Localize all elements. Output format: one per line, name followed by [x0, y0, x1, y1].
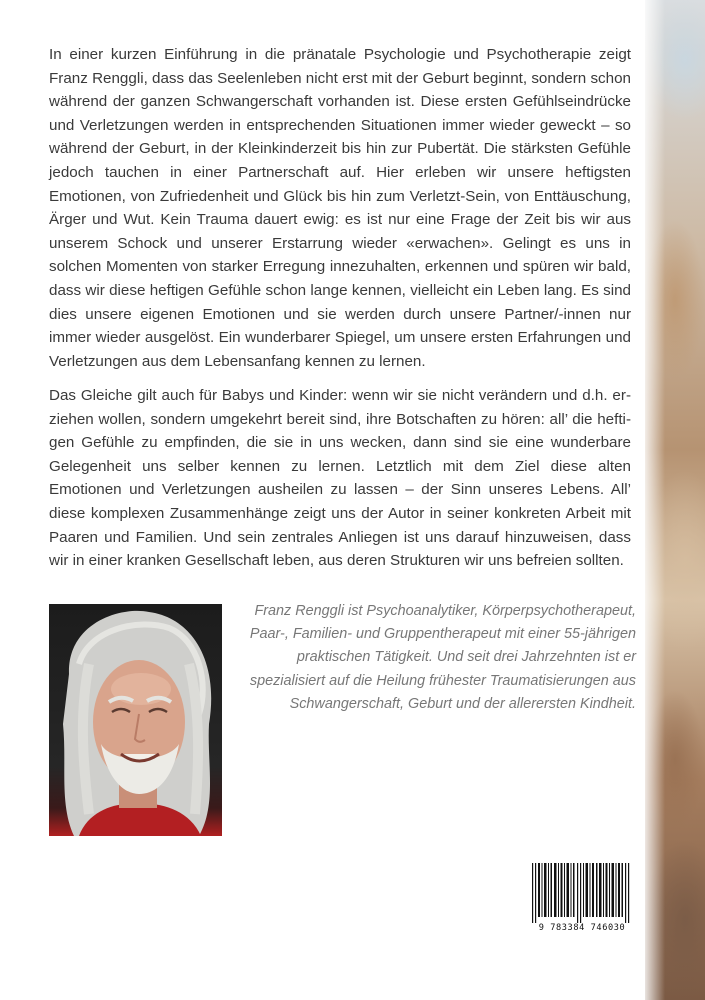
isbn-barcode: [531, 863, 633, 937]
children-paragraph: Das Gleiche gilt auch für Babys und Kinder: wenn wir sie nicht verändern und d.h. erziehen wollen, sondern umgekehrt bereit sind, ihre Botschaften zu hören: all’ die heftigen Gefühle zu empfinden, die sie in uns wecken, dann sind sie eine wunderbare Gelegenheit uns selber kennen zu lernen. Letztlich mit dem Ziel diese alten Emotionen und Verletzungen ausheilen zu lassen – der Sinn unseres Lebens. All’ diese komplexen Zusammenhänge zeigt uns der Autor in seiner konkreten Arbeit mit Paaren und Familien. Und sein zentrales Anliegen ist uns darauf hinzuweisen, dass wir in einer kranken Gesellschaft leben, aus deren Strukturen wir uns befreien sollten.: [49, 387, 631, 570]
intro-paragraph: In einer kurzen Einführung in die pränatale Psychologie und Psychotherapie zeigt Franz Renggli, dass das Seelenleben nicht erst mit der Geburt beginnt, sondern schon während der ganzen Schwangerschaft vorhanden ist. Diese ersten Gefühlseindrücke und Verletzungen werden in entsprechenden Situationen immer wieder geweckt – so während der Geburt, in der Kleinkinderzeit bis hin zur Pubertät. Die stärksten Gefühle jedoch tauchen in einer Partnerschaft auf. Hier erleben wir unsere heftigsten Emotionen, von Zufriedenheit und Glück bis hin zum Verletzt-Sein, von Enttäuschung, Ärger und Wut. Kein Trauma dauert ewig: es ist nur eine Frage der Zeit bis wir aus unserem Schock und unserer Erstarrung wieder «erwachen». Gelingt es uns in solchen Momenten von starker Erregung innezuhalten, erkennen und spüren wir bald, dass wir diese heftigen Gefühle schon lange kennen, vielleicht ein Leben lang. Es sind dies unsere eigenen Emotionen und sie werden durch unsere Partner/-innen nur immer wieder ausgelöst. Ein wunderbarer Spiegel, um unsere ersten Erfahrungen und Verletzungen aus dem Lebensanfang kennen zu lernen.: [49, 46, 631, 370]
isbn-number: 9 783384 746030: [531, 923, 633, 933]
author-photo: [49, 604, 222, 836]
edge-fade: [641, 0, 665, 1000]
author-bio: Franz Renggli ist Psychoanalytiker, Körperpsychotherapeut, Paar-, Familien- und Gruppentherapeut mit einer 55-jährigen praktischen Tätigkeit. Und seit drei Jahrzehnten ist er spezialisiert auf die Heilung frühester Traumatisierungen aus Schwangerschaft, Geburt und der allerersten Kindheit.: [249, 603, 636, 712]
